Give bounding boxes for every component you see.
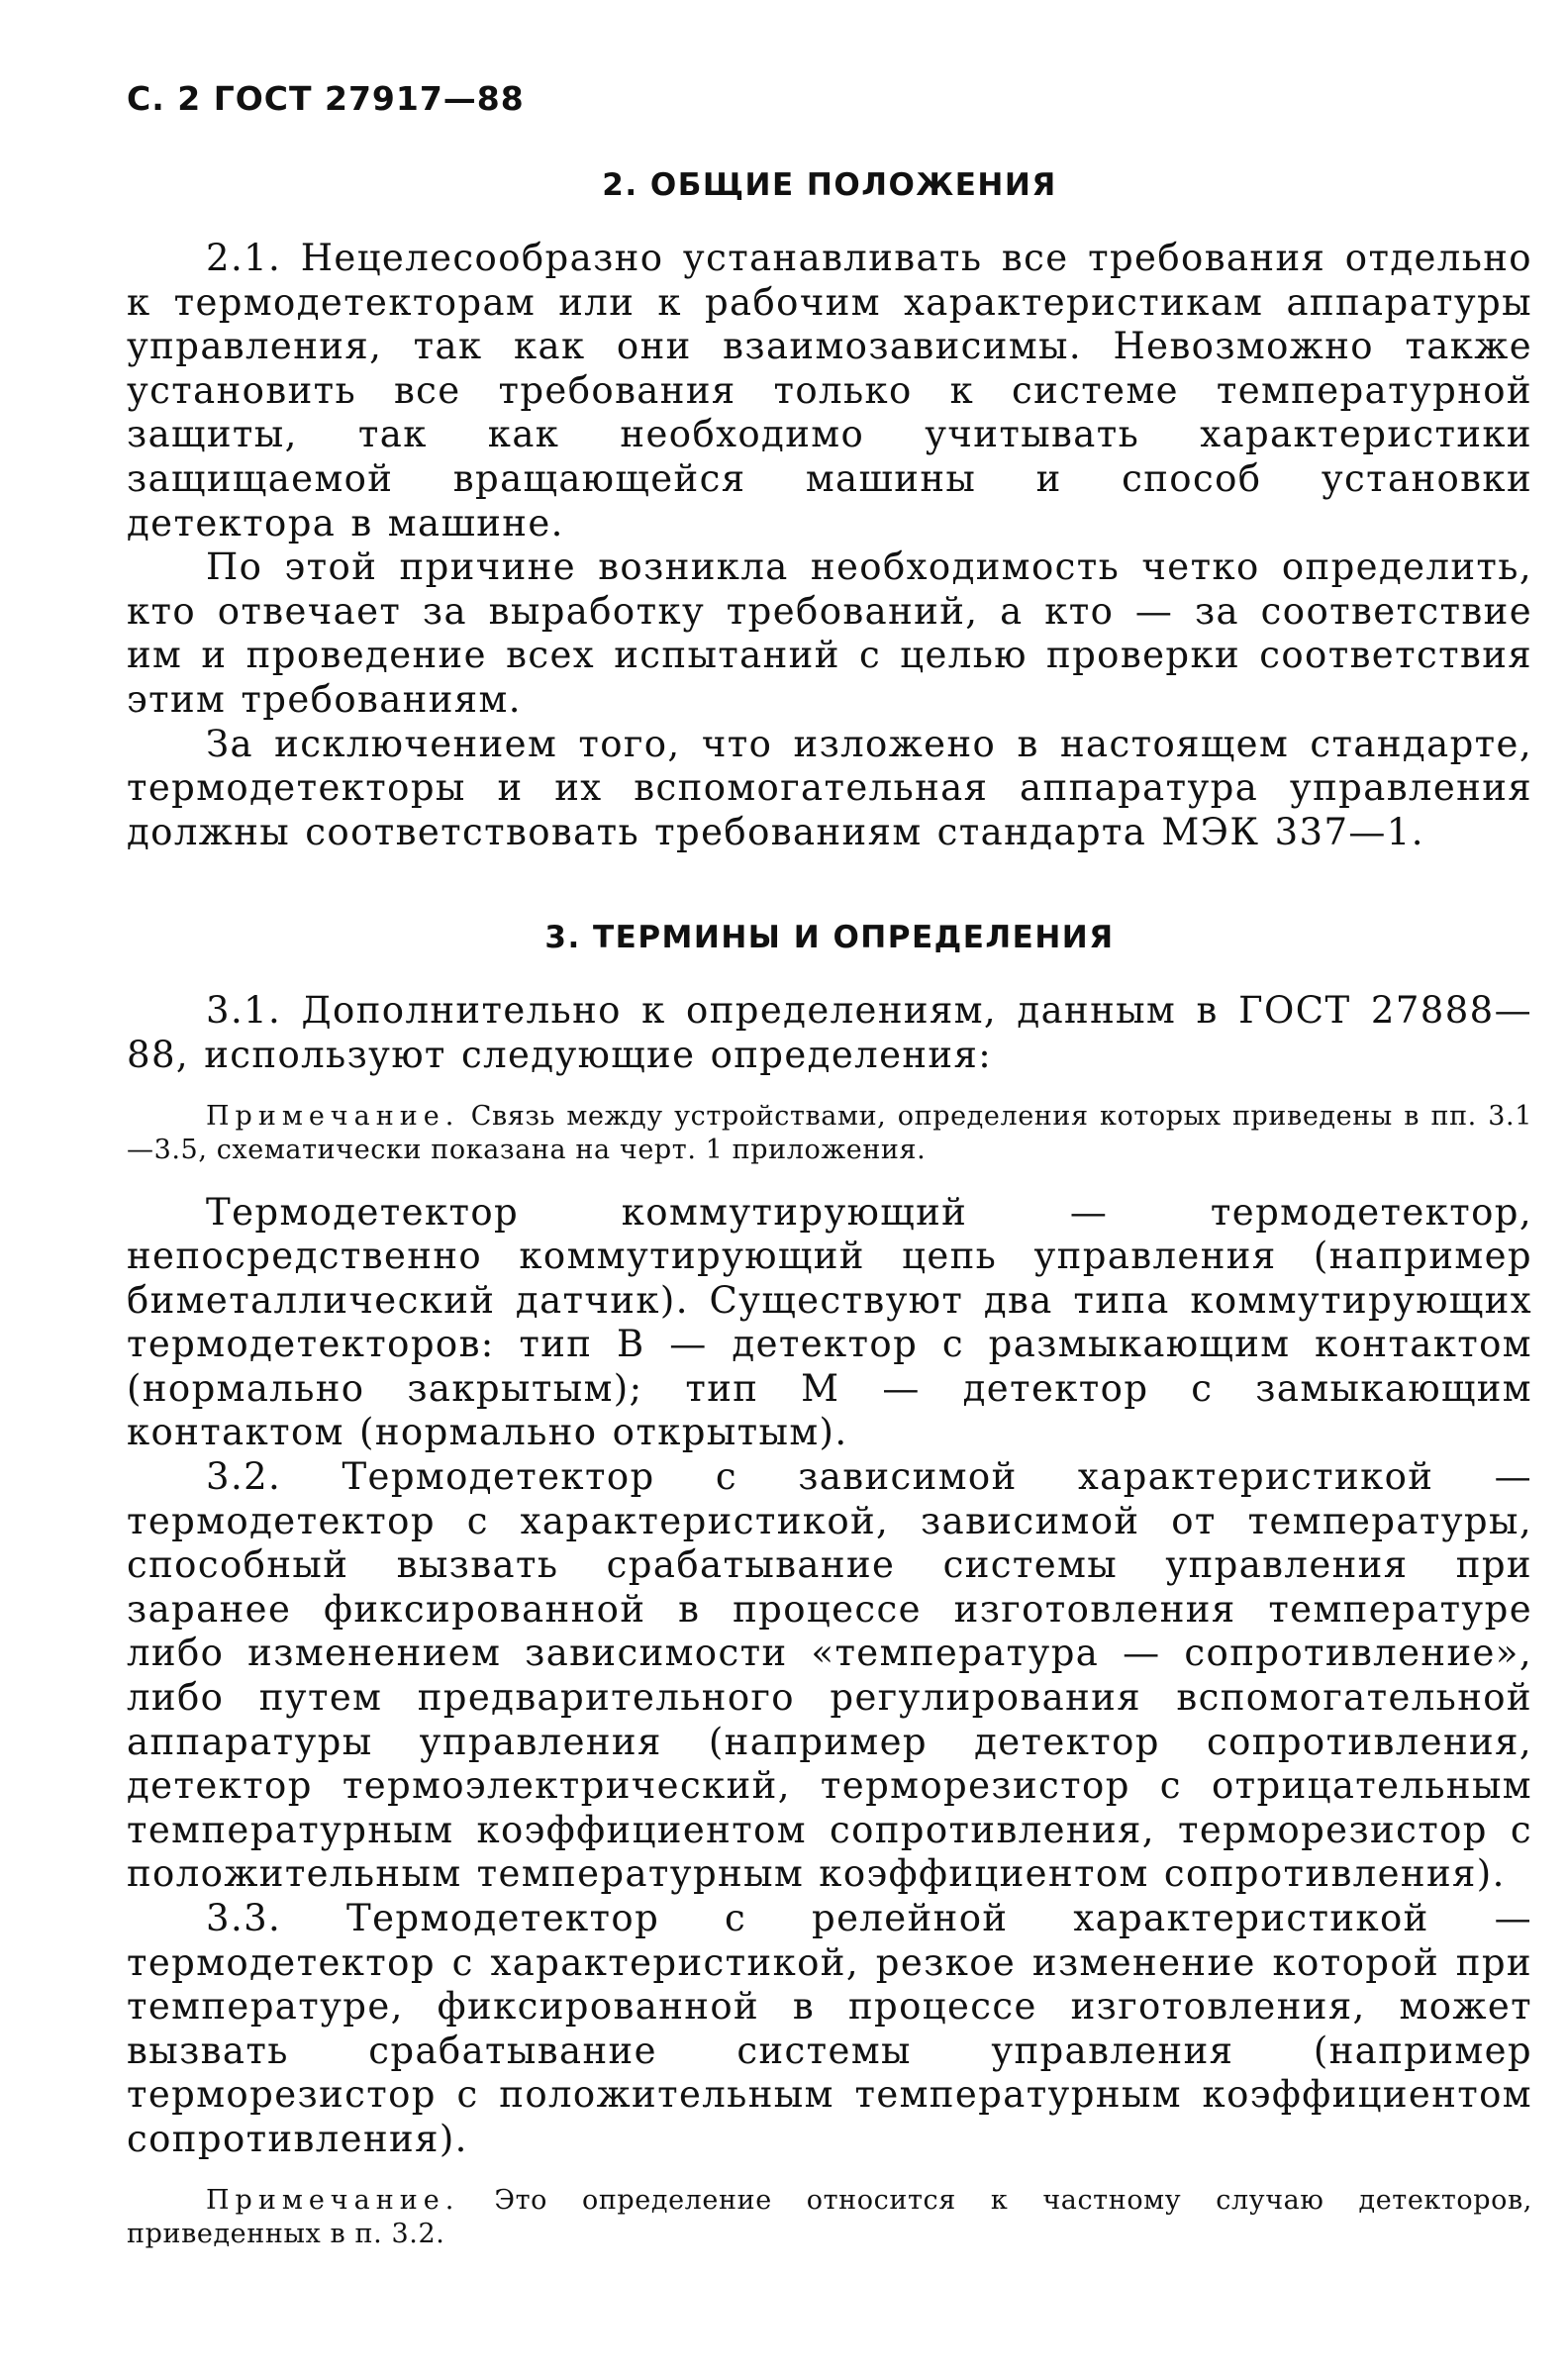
running-header: С. 2 ГОСТ 27917—88 bbox=[127, 79, 525, 118]
definition-3-3: 3.3. Термодетектор с релейной характеристикой — термодетектор с характеристикой, резкое изменение которой при температуре, фиксированной в процессе изготовления, может вызвать срабатывание системы управления (например терморезистор с положительным температурным коэффициентом сопротивления). bbox=[127, 1897, 1532, 2160]
document-page bbox=[127, 79, 1532, 2275]
note-2-label: Примечание. bbox=[206, 2184, 460, 2216]
section-2-paragraph-1: 2.1. Нецелесообразно устанавливать все требования отдельно к термодетекторам или к рабочим характеристикам аппаратуры управления, так как они взаимозависимы. Невозможно также установить все требования только к системе температурной защиты, так как необходимо учитывать характеристики защищаемой вращающейся машины и способ установки детектора в машине. bbox=[127, 237, 1532, 545]
note-1-label: Примечание. bbox=[206, 1100, 460, 1132]
definition-3-2: 3.2. Термодетектор с зависимой характеристикой — термодетектор с характеристикой, зависимой от температуры, способный вызвать срабатывание системы управления при заранее фиксированной в процессе изготовления температуре либо изменением зависимости «температура — сопротивление», либо путем предварительного регулирования вспомогательной аппаратуры управления (например детектор сопротивления, детектор термоэлектрический, терморезистор с отрицательным температурным коэффициентом сопротивления, терморезистор с положительным температурным коэффициентом сопротивления). bbox=[127, 1455, 1532, 1896]
section-3-intro: 3.1. Дополнительно к определениям, данным в ГОСТ 27888—88, используют следующие определения: bbox=[127, 989, 1532, 1076]
section-2-paragraph-2: По этой причине возникла необходимость четко определить, кто отвечает за выработку требований, а кто — за соответствие им и проведение всех испытаний с целью проверки соответствия этим требованиям. bbox=[127, 545, 1532, 721]
note-1 bbox=[127, 1100, 1532, 1167]
definition-switching-detector: Термодетектор коммутирующий — термодетектор, непосредственно коммутирующий цепь управления (например биметаллический датчик). Существуют два типа коммутирующих термодетекторов: тип В — детектор с размыкающим контактом (нормально закрытым); тип М — детектор с замыкающим контактом (нормально открытым). bbox=[127, 1190, 1532, 1454]
section-2-paragraph-3: За исключением того, что изложено в настоящем стандарте, термодетекторы и их вспомогательная аппаратура управления должны соответствовать требованиям стандарта МЭК 337—1. bbox=[127, 722, 1532, 853]
note-2-text: Это определение относится к частному случаю детекторов, приведенных в п. 3.2. bbox=[127, 2184, 1532, 2249]
note-1-text: Связь между устройствами, определения которых приведены в пп. 3.1—3.5, схематически показана на черт. 1 приложения. bbox=[127, 1100, 1532, 1165]
note-2 bbox=[127, 2184, 1532, 2251]
section-2-title: 2. ОБЩИЕ ПОЛОЖЕНИЯ bbox=[602, 167, 1057, 203]
section-3-title: 3. ТЕРМИНЫ И ОПРЕДЕЛЕНИЯ bbox=[544, 920, 1115, 956]
